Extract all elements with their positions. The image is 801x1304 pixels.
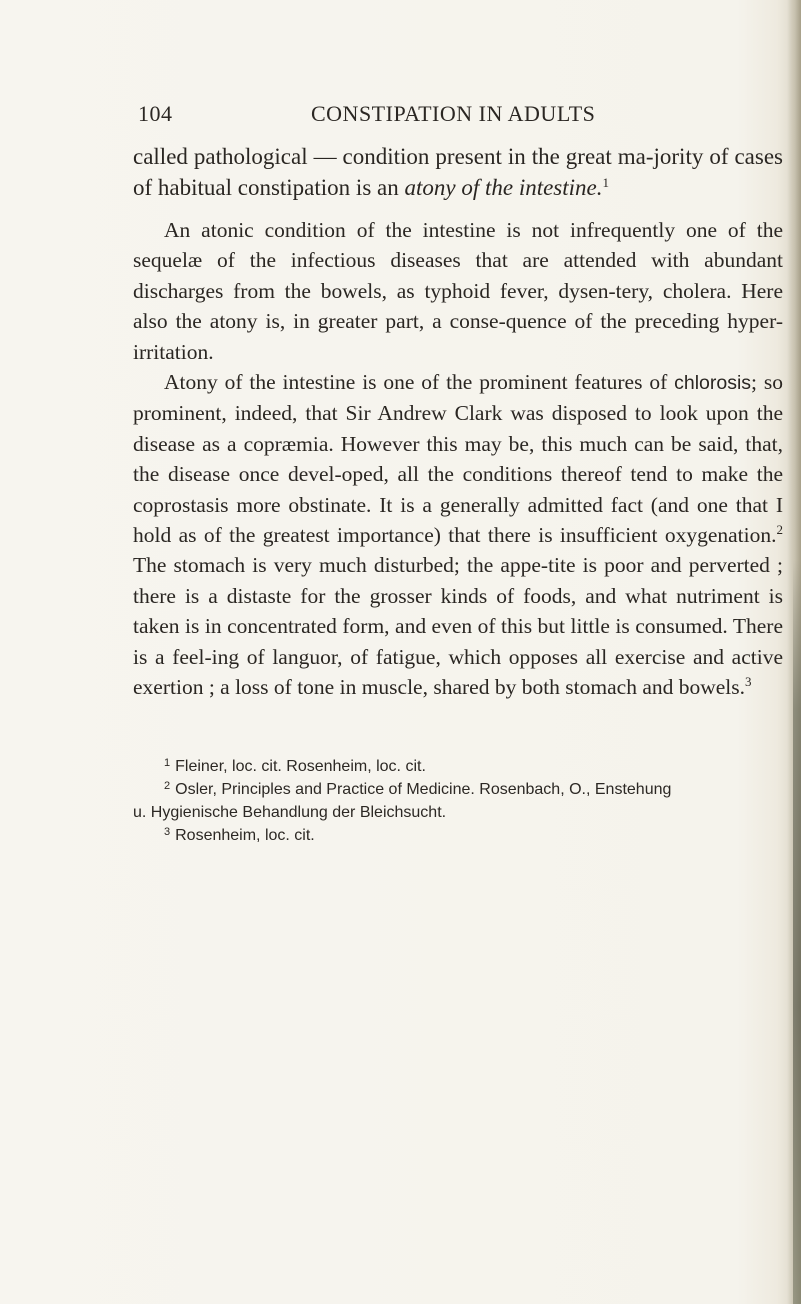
paragraph-3-text-c: The stomach is very much disturbed; the appe-tite is poor and perverted ; there is a distaste for the grosser kinds of foods, and what nutriment is taken is in concentrated form, and even of this but little is consumed. There is a feel-ing of languor, of fatigue, which opposes all exercise and active exertion ; a loss of tone in muscle, shared by both stomach and bowels. (133, 553, 783, 700)
footnote-1-text: Fleiner, loc. cit. Rosenheim, loc. cit. (175, 758, 426, 775)
footnote-3 (133, 824, 783, 847)
page-edge-binding (793, 560, 801, 1304)
footnote-2-continuation: u. Hygienische Behandlung der Bleichsucht. (133, 804, 447, 821)
paragraph-3 (133, 367, 783, 702)
footnote-2 (133, 778, 783, 801)
paragraph-3-chlorosis: chlorosis (674, 372, 752, 395)
paragraph-3-text-a: Atony of the intestine is one of the prominent features of (164, 370, 675, 395)
footnote-3-marker: 3 (164, 826, 171, 838)
footnote-1-marker: 1 (164, 757, 171, 769)
footnote-1 (133, 755, 783, 778)
paragraph-1 (133, 142, 783, 203)
paragraph-2 (133, 215, 783, 367)
footnote-ref-2: 2 (776, 522, 783, 538)
paragraph-1-italic: atony of the intestine. (404, 174, 603, 200)
page-number: 104 (138, 101, 173, 126)
paragraph-2-text: An atonic condition of the intestine is not infrequently one of the sequelæ of the infectious diseases that are attended with abundant discharges from the bowels, as typhoid fever, dysen-tery, cholera. Here also the atony is, in greater part, a conse-quence of the preceding hyper-irritation. (133, 218, 783, 364)
footnote-2-marker: 2 (164, 780, 171, 792)
running-title: CONSTIPATION IN ADULTS (311, 101, 596, 126)
footnotes (133, 755, 783, 847)
body-text (133, 142, 783, 703)
footnote-ref-3: 3 (745, 674, 752, 690)
footnote-3-text: Rosenheim, loc. cit. (175, 827, 315, 844)
paragraph-3-text-b: ; so prominent, indeed, that Sir Andrew Clark was disposed to look upon the disease as a copræmia. However this may be, this much can be said, that, the disease once devel-oped, all the conditions thereof tend to make the coprostasis more obstinate. It is a generally admitted fact (and one that I hold as of the greatest importance) that there is insufficient oxygenation. (133, 370, 783, 548)
paragraph-1-text: called pathological — condition present in the great ma-jority of cases of habitual constipation is an (133, 144, 783, 200)
footnote-2-text: Osler, Principles and Practice of Medicine. Rosenbach, O., Enstehung (175, 781, 672, 798)
footnote-ref-1: 1 (602, 174, 609, 190)
